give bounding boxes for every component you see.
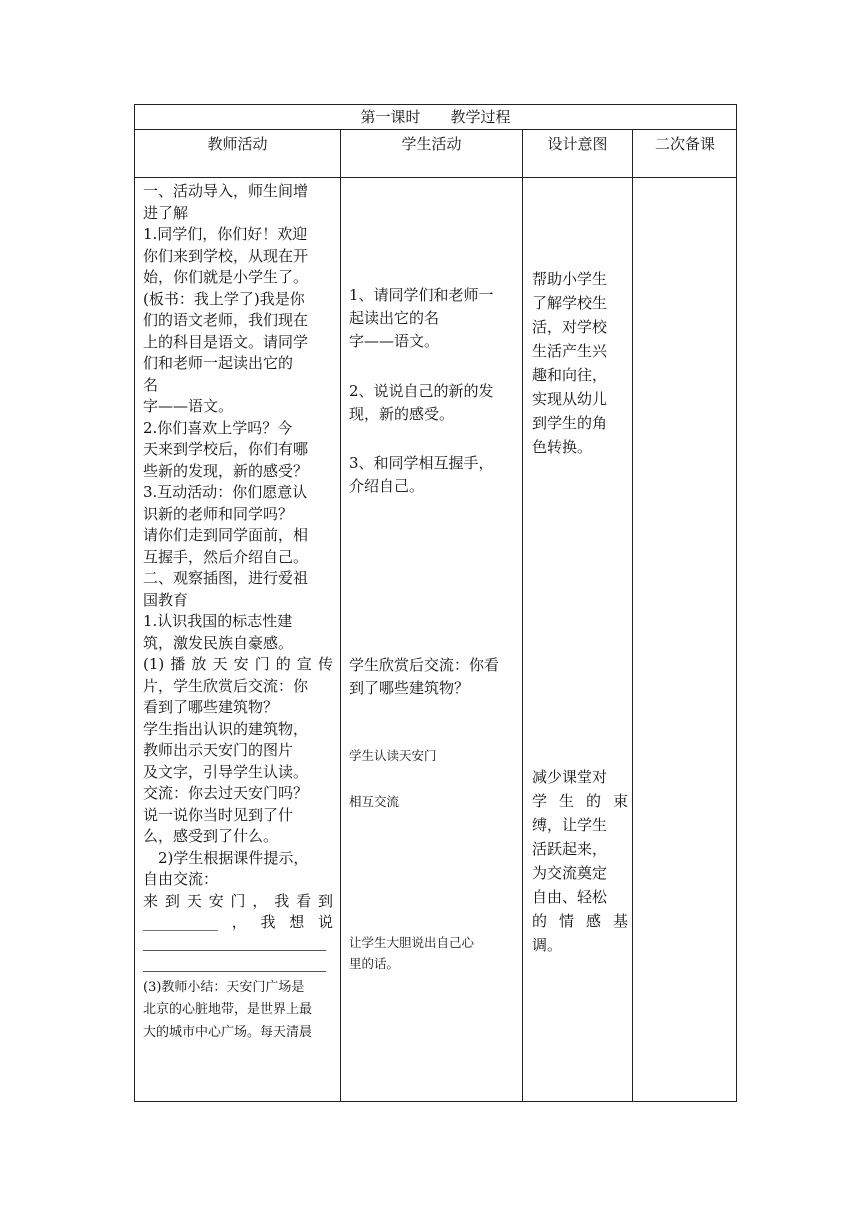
text-line: 里的话。 xyxy=(349,956,400,971)
text-line: 学生的束 xyxy=(532,792,628,810)
text-line: 一、活动导入，师生间增 xyxy=(143,182,309,200)
text-line: 缚，让学生 xyxy=(532,816,608,834)
header-teacher: 教师活动 xyxy=(207,135,268,153)
text-line: 些新的发现，新的感受？ xyxy=(143,461,309,480)
text-line: 帮助小学生 xyxy=(532,270,608,288)
text-line: 色转换。 xyxy=(532,438,593,456)
table-title: 第一课时 教学过程 xyxy=(360,108,511,126)
text-line: 减少课堂对 xyxy=(532,768,608,786)
text-line: 1、请同学们和老师一 xyxy=(349,286,494,304)
text-line: 北京的心脏地带，是世界上最 xyxy=(143,1002,313,1017)
student-activity-1 xyxy=(349,284,519,353)
text-line: 筑，激发民族自豪感。 xyxy=(143,633,294,652)
text-line: 说一说你当时见到了什 xyxy=(143,805,294,824)
text-line: 了解学校生 xyxy=(532,294,608,312)
text-line: 片，学生欣赏后交流：你 xyxy=(143,676,309,695)
text-line: 1.认识我国的标志性建 xyxy=(143,612,293,630)
text-line: 看到了哪些建筑物？ xyxy=(143,698,279,716)
divider xyxy=(340,129,341,1101)
text-line: 到学生的角 xyxy=(532,414,608,432)
text-line: (板书：我上学了)我是你 xyxy=(143,289,305,308)
divider xyxy=(632,129,633,1101)
student-activity-4 xyxy=(349,654,519,700)
text-line: 进了解 xyxy=(143,203,189,222)
text-line: 字——语文。 xyxy=(349,332,440,350)
divider xyxy=(135,129,736,130)
text-line: 活，对学校 xyxy=(532,318,608,336)
text-line: 交流：你去过天安门吗？ xyxy=(143,784,309,802)
text-line: 3.互动活动：你们愿意认 xyxy=(143,483,308,501)
text-line: 介绍自己。 xyxy=(349,477,425,495)
text-line: 2、说说自己的新的发 xyxy=(349,382,494,400)
header-student: 学生活动 xyxy=(401,135,462,153)
text-line: 调。 xyxy=(532,936,563,954)
student-activity-2 xyxy=(349,380,519,426)
lesson-table xyxy=(134,104,737,1102)
divider xyxy=(135,177,736,178)
text-line: 1.同学们，你们好！欢迎 xyxy=(143,225,308,243)
text-line: 及文字，引导学生认读。 xyxy=(143,762,309,781)
text-line: 2)学生根据课件提示， xyxy=(143,848,309,867)
text-line: 么，感受到了什么。 xyxy=(143,827,279,845)
text-line: 来到天安门，我看到 xyxy=(143,891,333,910)
text-line: 名 xyxy=(143,375,159,394)
text-line: 生活产生兴 xyxy=(532,342,608,360)
text-line: 2.你们喜欢上学吗？今 xyxy=(143,418,293,437)
text-line: 天来到学校后，你们有哪 xyxy=(143,440,309,458)
text-line: 字——语文。 xyxy=(143,397,234,415)
text-line: 二、观察插图，进行爱祖 xyxy=(143,569,309,587)
design-intent-1 xyxy=(532,267,628,459)
text-line: 到了哪些建筑物？ xyxy=(349,679,470,697)
text-line: 的情感基 xyxy=(532,912,628,930)
text-line: 请你们走到同学面前，相 xyxy=(143,526,309,544)
text-line: 上的科目是语文。请同学 xyxy=(143,332,309,351)
text-line: 起读出它的名 xyxy=(349,309,440,327)
text-line: (3)教师小结：天安门广场是 xyxy=(143,979,305,995)
text-line: 相互交流 xyxy=(349,794,400,809)
blank-line xyxy=(143,950,326,951)
text-line: 学生认读天安门 xyxy=(349,748,437,763)
student-activity-7 xyxy=(349,932,519,974)
text-line: 互握手，然后介绍自己。 xyxy=(143,547,309,566)
student-activity-5 xyxy=(349,745,519,766)
text-line: 自由、轻松 xyxy=(532,888,608,906)
text-line: 你们来到学校，从现在开 xyxy=(143,246,309,265)
text-line: 趣和向往， xyxy=(532,366,608,384)
blank-line xyxy=(143,971,326,972)
text-line: 们的语文老师，我们现在 xyxy=(143,311,309,329)
text-line: __________，我想说 xyxy=(143,913,333,931)
text-line: 让学生大胆说出自己心 xyxy=(349,935,475,950)
text-line: 自由交流： xyxy=(143,870,219,888)
text-line: 3、和同学相互握手， xyxy=(349,454,494,472)
text-line: 活跃起来， xyxy=(532,840,608,858)
divider xyxy=(522,129,523,1101)
teacher-activity xyxy=(143,181,333,1044)
text-line: 大的城市中心广场。每天清晨 xyxy=(143,1024,313,1040)
text-line: 们和老师一起读出它的 xyxy=(143,354,294,372)
text-line: 为交流奠定 xyxy=(532,864,608,882)
text-line: (1)播放天安门的宣传 xyxy=(143,655,333,673)
design-intent-2 xyxy=(532,765,628,957)
text-line: 学生指出认识的建筑物， xyxy=(143,719,309,738)
text-line: 实现从幼儿 xyxy=(532,390,608,408)
text-line: 国教育 xyxy=(143,590,189,609)
header-prep: 二次备课 xyxy=(654,135,715,153)
text-line: 学生欣赏后交流：你看 xyxy=(349,656,500,674)
text-line: 教师出示天安门的图片 xyxy=(143,741,294,759)
student-activity-3 xyxy=(349,452,519,498)
text-line: 始，你们就是小学生了。 xyxy=(143,268,309,286)
text-line: 现，新的感受。 xyxy=(349,405,455,423)
student-activity-6 xyxy=(349,791,519,812)
text-line: 识新的老师和同学吗？ xyxy=(143,504,294,523)
header-design: 设计意图 xyxy=(547,135,608,153)
